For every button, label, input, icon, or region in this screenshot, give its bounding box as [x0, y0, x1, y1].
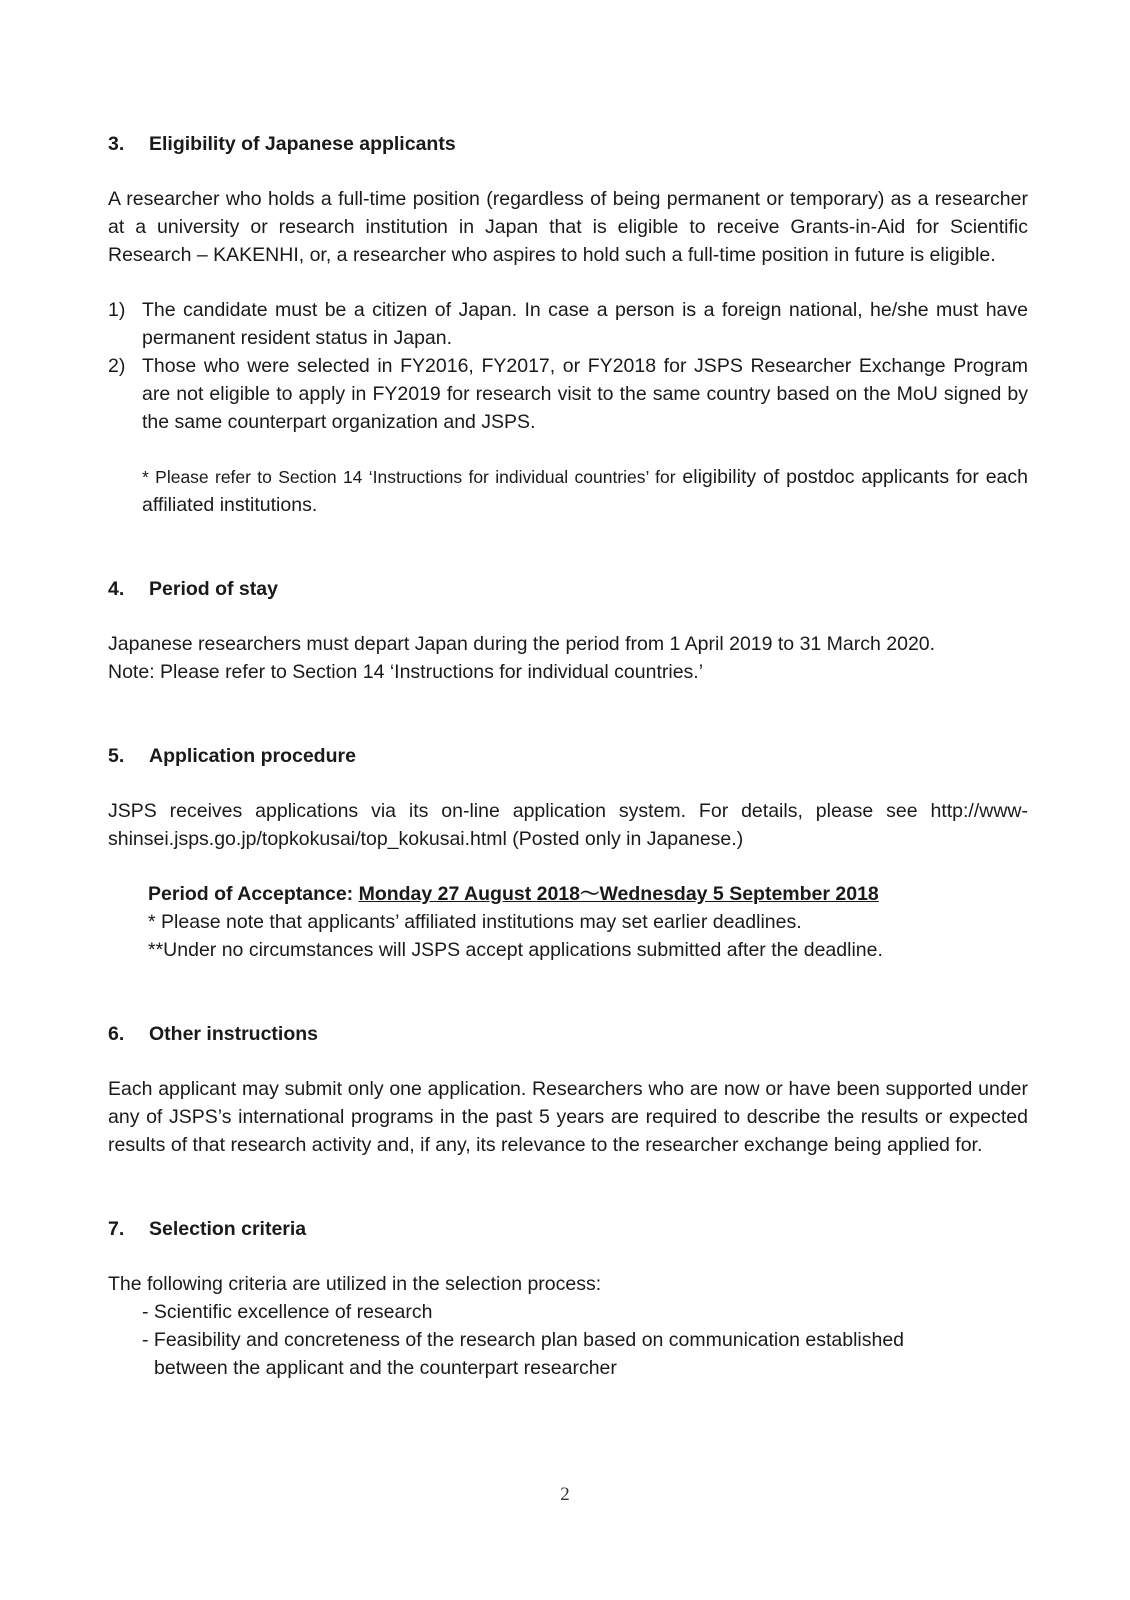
section-title: Application procedure	[149, 745, 356, 767]
period-of-stay-text: Japanese researchers must depart Japan during the period from 1 April 2019 to 31 March 2020.	[108, 633, 936, 655]
list-number: 2)	[108, 355, 126, 377]
postdoc-note	[108, 463, 1028, 519]
postdoc-note-rest: eligibility of postdoc applicants for each affiliated institutions.	[142, 466, 1028, 516]
list-item	[108, 296, 1028, 352]
section-6-heading	[108, 1020, 1028, 1048]
eligibility-intro: A researcher who holds a full-time position (regardless of being permanent or temporary) as a researcher at a university or research institution in Japan that is eligible to receive Grants-in-Aid for Scientific Research – KAKENHI, or, a researcher who aspires to hold such a full-time position in future is eligible.	[108, 188, 1028, 266]
page-number: 2	[560, 1484, 570, 1505]
section-number: 6.	[108, 1023, 125, 1045]
section-number: 4.	[108, 578, 125, 600]
period-of-stay-note: Note: Please refer to Section 14 ‘Instructions for individual countries.’	[108, 661, 704, 683]
postdoc-note-small: * Please refer to Section 14 ‘Instructions for individual countries’ for	[142, 467, 676, 487]
list-number: 1)	[108, 299, 126, 321]
acceptance-dates: Monday 27 August 2018～Wednesday 5 September 2018	[358, 883, 879, 905]
criterion-item-continued: between the applicant and the counterpart researcher	[154, 1357, 617, 1379]
page-content	[108, 130, 1028, 1382]
list-item	[108, 352, 1028, 436]
section-title: Other instructions	[149, 1023, 319, 1045]
section-title: Period of stay	[149, 578, 278, 600]
list-text: Those who were selected in FY2016, FY2017, or FY2018 for JSPS Researcher Exchange Program are not eligible to apply in FY2019 for research visit to the same country based on the MoU signed by the same counterpart organization and JSPS.	[142, 355, 1028, 433]
deadline-note-1: * Please note that applicants’ affiliated institutions may set earlier deadlines.	[148, 911, 802, 933]
section-4-heading	[108, 575, 1028, 603]
list-text: The candidate must be a citizen of Japan. In case a person is a foreign national, he/she must have permanent resident status in Japan.	[142, 299, 1028, 349]
section-number: 3.	[108, 133, 125, 155]
section-number: 7.	[108, 1218, 125, 1240]
criterion-item: - Feasibility and concreteness of the research plan based on communication established	[142, 1329, 905, 1351]
section-title: Selection criteria	[149, 1218, 307, 1240]
acceptance-period	[108, 880, 1028, 908]
section-3-heading	[108, 130, 1028, 158]
criterion-item: - Scientific excellence of research	[142, 1301, 433, 1323]
selection-criteria-intro: The following criteria are utilized in the selection process:	[108, 1273, 602, 1295]
deadline-note-2: **Under no circumstances will JSPS accept applications submitted after the deadline.	[148, 939, 883, 961]
application-procedure-text: JSPS receives applications via its on-line application system. For details, please see http://www-shinsei.jsps.go.jp/topkokusai/top_kokusai.html (Posted only in Japanese.)	[108, 800, 1028, 850]
acceptance-label: Period of Acceptance:	[148, 883, 359, 905]
section-title: Eligibility of Japanese applicants	[149, 133, 456, 155]
section-7-heading	[108, 1215, 1028, 1243]
section-5-heading	[108, 742, 1028, 770]
section-number: 5.	[108, 745, 125, 767]
other-instructions-text: Each applicant may submit only one application. Researchers who are now or have been supported under any of JSPS’s international programs in the past 5 years are required to describe the results or expected results of that research activity and, if any, its relevance to the researcher exchange being applied for.	[108, 1078, 1028, 1156]
